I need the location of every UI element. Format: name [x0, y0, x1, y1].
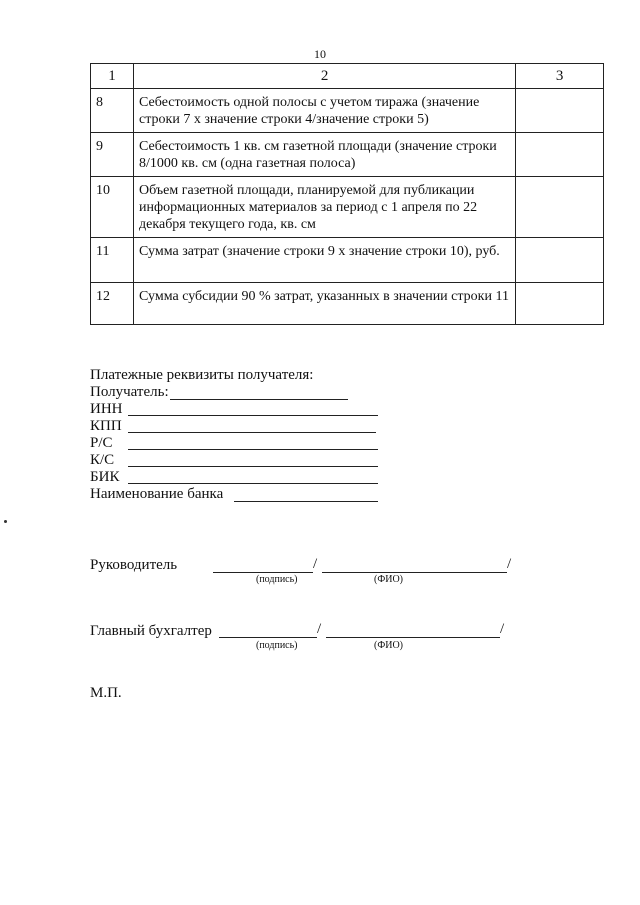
table-row [91, 177, 604, 238]
rs-field[interactable] [128, 449, 378, 450]
ks-label: К/С [90, 452, 115, 468]
bik-label: БИК [90, 469, 120, 485]
table-row [91, 283, 604, 325]
kpp-label: КПП [90, 418, 122, 434]
recipient-field[interactable] [170, 399, 348, 400]
row-value [516, 89, 604, 133]
row-value [516, 283, 604, 325]
row-text: Себестоимость одной полосы с учетом тиража (значение строки 7 х значение строки 4/значение строки 5) [134, 89, 516, 133]
director-slash-end: / [507, 556, 512, 572]
inn-field[interactable] [128, 415, 378, 416]
accountant-name-field[interactable] [326, 637, 500, 638]
director-signature-field[interactable] [213, 572, 313, 573]
director-label: Руководитель [90, 557, 178, 573]
scan-speck [4, 520, 7, 523]
bik-field[interactable] [128, 483, 378, 484]
accountant-signature-field[interactable] [219, 637, 317, 638]
accountant-label: Главный бухгалтер [90, 623, 212, 639]
row-value [516, 177, 604, 238]
accountant-name-caption: (ФИО) [374, 640, 404, 651]
bank-field[interactable] [234, 501, 378, 502]
bank-label: Наименование банка [90, 486, 224, 502]
director-sign-caption: (подпись) [256, 574, 298, 585]
row-number: 9 [91, 133, 134, 177]
inn-label: ИНН [90, 401, 123, 417]
accountant-sign-caption: (подпись) [256, 640, 298, 651]
kpp-field[interactable] [128, 432, 376, 433]
accountant-slash: / [317, 621, 322, 637]
row-text: Объем газетной площади, планируемой для публикации информационных материалов за период с 1 апреля по 22 декабря текущего года, кв. см [134, 177, 516, 238]
header-col-3: 3 [516, 64, 604, 89]
row-value [516, 133, 604, 177]
rs-label: Р/С [90, 435, 113, 451]
requisites-title: Платежные реквизиты получателя: [90, 367, 314, 383]
row-number: 10 [91, 177, 134, 238]
director-name-caption: (ФИО) [374, 574, 404, 585]
row-number: 11 [91, 238, 134, 283]
row-value [516, 238, 604, 283]
table-row [91, 133, 604, 177]
accountant-slash-end: / [500, 621, 505, 637]
header-col-2: 2 [134, 64, 516, 89]
row-text: Себестоимость 1 кв. см газетной площади (значение строки 8/1000 кв. см (одна газетная полоса) [134, 133, 516, 177]
row-text: Сумма затрат (значение строки 9 х значение строки 10), руб. [134, 238, 516, 283]
page-number: 10 [314, 47, 326, 61]
ks-field[interactable] [128, 466, 378, 467]
row-number: 8 [91, 89, 134, 133]
table-row [91, 238, 604, 283]
table-header-row [91, 64, 604, 89]
header-col-1: 1 [91, 64, 134, 89]
stamp-place: М.П. [90, 685, 122, 701]
calculation-table [90, 63, 604, 325]
row-text: Сумма субсидии 90 % затрат, указанных в значении строки 11 [134, 283, 516, 325]
table-row [91, 89, 604, 133]
director-slash: / [313, 556, 318, 572]
director-name-field[interactable] [322, 572, 507, 573]
row-number: 12 [91, 283, 134, 325]
recipient-label: Получатель: [90, 384, 169, 400]
